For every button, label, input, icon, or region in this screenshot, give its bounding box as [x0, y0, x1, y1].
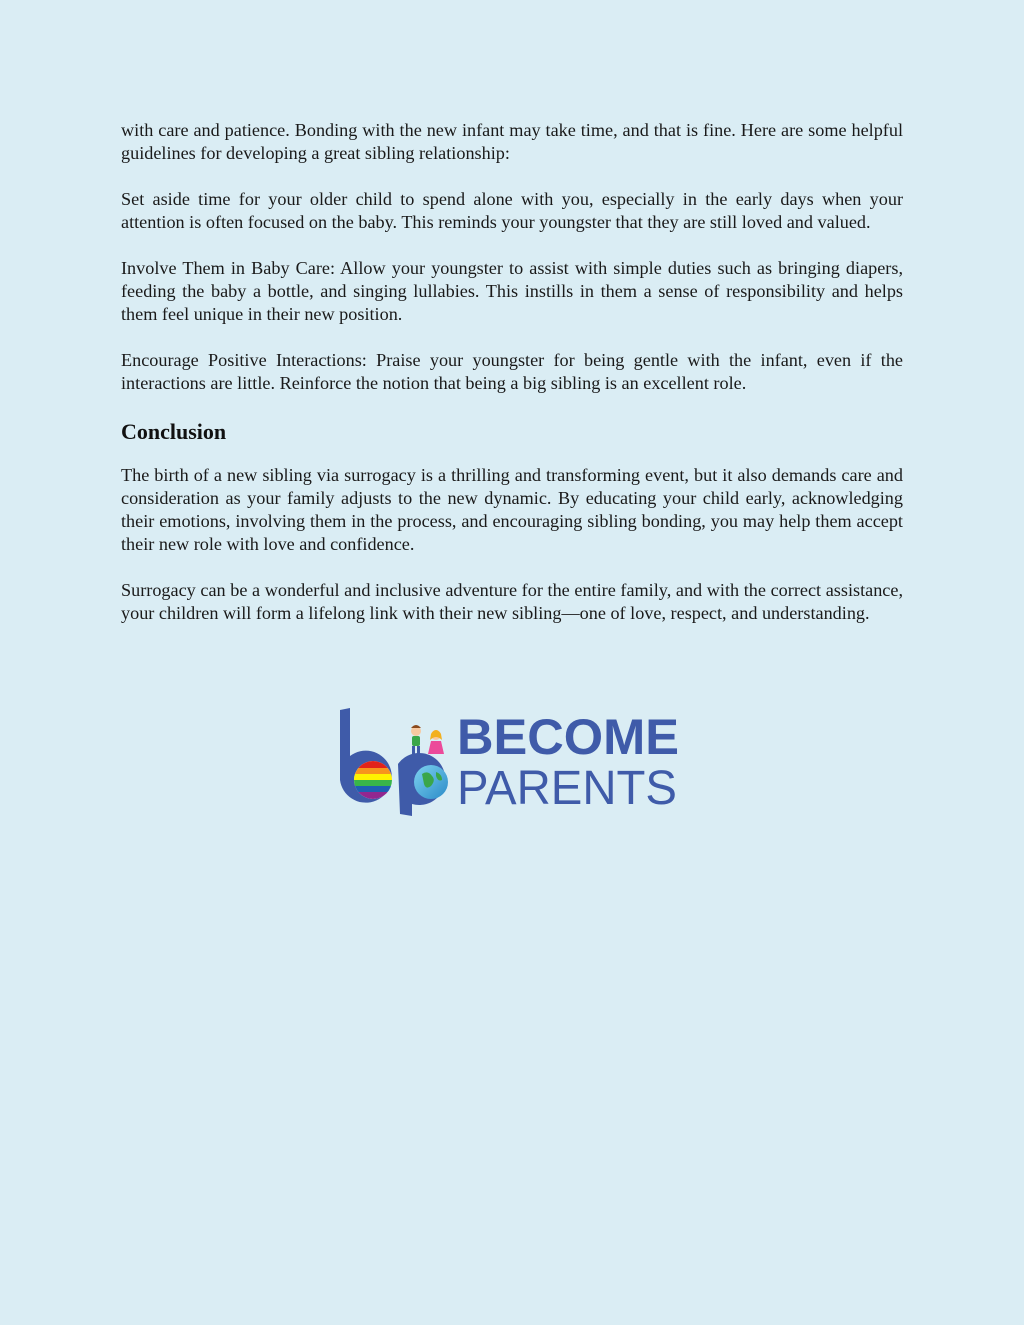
become-parents-logo-icon: [336, 704, 686, 820]
kids-icon: [411, 725, 444, 754]
logo-text-become: BECOME: [457, 709, 679, 765]
logo-text-parents: PARENTS: [457, 762, 677, 815]
paragraph-conclusion-2: Surrogacy can be a wonderful and inclusive adventure for the entire family, and with the correct assistance, your children will form a lifelong link with their new sibling—one of love, respect, and understanding.: [121, 580, 903, 623]
paragraph-involve-baby-care: Involve Them in Baby Care: Allow your youngster to assist with simple duties such as bringing diapers, feeding the baby a bottle, and singing lullabies. This instills in them a sense of responsibility and helps them feel unique in their new position.: [121, 258, 903, 324]
paragraph-set-aside-time: Set aside time for your older child to spend alone with you, especially in the early days when your attention is often focused on the baby. This reminds your youngster that they are still loved and valued.: [121, 189, 903, 232]
paragraph-bonding-intro: with care and patience. Bonding with the new infant may take time, and that is fine. Here are some helpful guidelines for developing a great sibling relationship:: [121, 120, 903, 163]
paragraph-conclusion-1: The birth of a new sibling via surrogacy is a thrilling and transforming event, but it also demands care and consideration as your family adjusts to the new dynamic. By educating your child early, acknowledging their emotions, involving them in the process, and encouraging sibling bonding, you may help them accept their new role with love and confidence.: [121, 465, 903, 554]
paragraph-positive-interactions: Encourage Positive Interactions: Praise your youngster for being gentle with the infant, even if the interactions are little. Reinforce the notion that being a big sibling is an excellent role.: [121, 350, 903, 393]
become-parents-logo: [336, 704, 686, 820]
section-heading-conclusion: Conclusion: [121, 419, 227, 444]
document-body: [121, 119, 903, 648]
